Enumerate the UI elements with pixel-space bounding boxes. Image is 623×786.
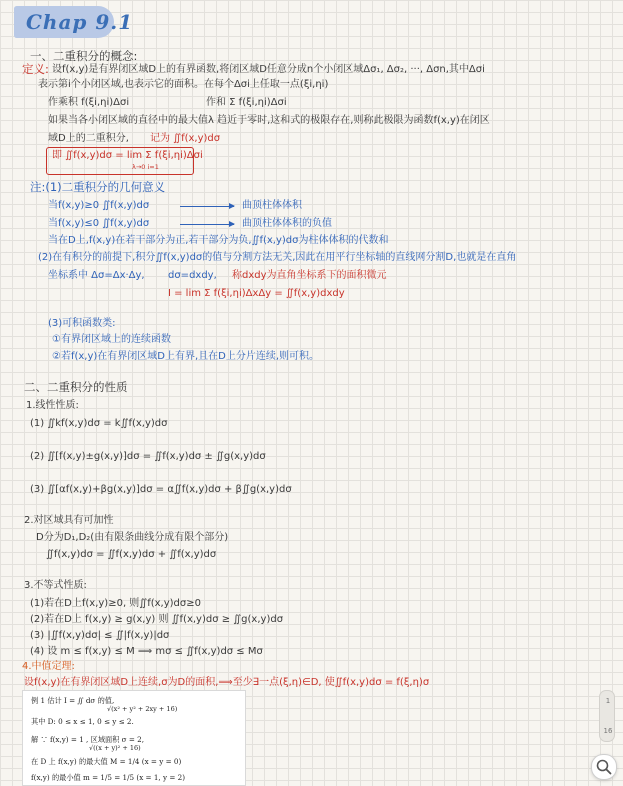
prop3-a: (1)若在D上f(x,y)≥0, 则∬f(x,y)dσ≥0 [30, 598, 201, 609]
geo2-left: 当f(x,y)≤0 ∬f(x,y)dσ [48, 218, 150, 229]
prop4-a: 设f(x,y)在有界闭区域D上连续,σ为D的面积,⟹至少∃一点(ξ,η)∈D, 使∬f(x,y)dσ = f(ξ,η)σ [24, 677, 430, 688]
geo1-right: 曲顶柱体体积 [242, 200, 302, 211]
prop3-heading: 3.不等式性质: [24, 580, 87, 591]
note3-heading: (3)可积函数类: [48, 318, 116, 329]
def-line2: 表示第i个小闭区域,也表示它的面积。在每个Δσi上任取一点(ξi,ηi) [38, 79, 329, 90]
note2-line2c: 称dxdy为直角坐标系下的面积微元 [232, 270, 387, 281]
example-line1-denominator: √(x² + y² + 2xy + 16) [107, 705, 178, 713]
arrow-icon [180, 206, 234, 207]
zoom-icon [592, 755, 616, 779]
note2-line2b: dσ=dxdy, [168, 270, 217, 281]
example-line3: 解 ∵ f(x,y) = 1 , 区域面积 σ = 2, [31, 735, 145, 744]
example-snippet [22, 690, 246, 786]
def-formula-limits: λ→0 i=1 [132, 163, 159, 171]
def-line4: 如果当各小闭区域的直径中的最大值λ 趋近于零时,这和式的极限存在,则称此极限为函数f(x,y)在闭区 [48, 115, 490, 126]
example-line1: 例 1 估计 I = ∬ dσ 的值, [31, 696, 115, 705]
note3-line2: ②若f(x,y)在有界闭区域D上有界,且在D上分片连续,则可积。 [52, 351, 320, 362]
geo1-left: 当f(x,y)≥0 ∬f(x,y)dσ [48, 200, 150, 211]
def-line5: 域D上的二重积分, [48, 133, 129, 144]
def-label: 定义: [22, 62, 49, 76]
section2-heading: 二、二重积分的性质 [24, 380, 128, 394]
note2-formula: I = lim Σ f(ξi,ηi)ΔxΔy = ∬f(x,y)dxdy [168, 288, 345, 299]
def-line3-sum: 作和 Σ f(ξi,ηi)Δσi [206, 97, 287, 108]
note2-line1: (2)在有积分的前提下,积分∬f(x,y)dσ的值与分割方法无关,因此在用平行坐标轴的直线网分割D,也就是在直角 [38, 252, 517, 263]
prop1-heading: 1.线性性质: [26, 400, 79, 411]
prop1-c: (3) ∬[αf(x,y)+βg(x,y)]dσ = α∬f(x,y)dσ + β∬g(x,y)dσ [30, 484, 292, 495]
page-current: 1 [605, 697, 611, 705]
section1-heading: 一、二重积分的概念: [30, 49, 138, 63]
note2-line2a: 坐标系中 Δσ=Δx·Δy, [48, 270, 145, 281]
prop3-d: (4) 设 m ≤ f(x,y) ≤ M ⟹ mσ ≤ ∬f(x,y)dσ ≤ Mσ [30, 646, 263, 657]
def-notation: 记为 ∬f(x,y)dσ [150, 133, 221, 144]
def-formula-box [46, 147, 194, 175]
note3-line1: ①有界闭区域上的连续函数 [52, 334, 171, 345]
example-line5: f(x,y) 的最小值 m = 1/5 = 1/5 (x = 1, y = 2) [31, 773, 186, 782]
def-line1: 设f(x,y)是有界闭区域D上的有界函数,将闭区域D任意分成n个小闭区域Δσ₁, Δσ₂, ···, Δσn,其中Δσi [52, 64, 485, 75]
prop3-b: (2)若在D上 f(x,y) ≥ g(x,y) 则 ∬f(x,y)dσ ≥ ∬g(x,y)dσ [30, 614, 284, 625]
def-formula: 即 ∬f(x,y)dσ = lim Σ f(ξi,ηi)Δσi [52, 150, 203, 161]
def-line3-product: 作乘积 f(ξi,ηi)Δσi [48, 97, 130, 108]
example-line4: 在 D 上 f(x,y) 的最大值 M = 1/4 (x = y = 0) [31, 757, 182, 766]
prop2-a: D分为D₁,D₂(由有限条曲线分成有限个部分) [36, 532, 229, 543]
page-title: Chap 9.1 [26, 10, 134, 34]
example-line2: 其中 D: 0 ≤ x ≤ 1, 0 ≤ y ≤ 2. [31, 717, 134, 726]
arrow-icon [180, 224, 234, 225]
note-heading: 注:(1)二重积分的几何意义 [30, 180, 166, 194]
geo3: 当在D上,f(x,y)在若干部分为正,若干部分为负,∬f(x,y)dσ为柱体体积的代数和 [48, 235, 389, 246]
prop1-b: (2) ∬[f(x,y)±g(x,y)]dσ = ∬f(x,y)dσ ± ∬g(x,y)dσ [30, 451, 266, 462]
prop4-heading: 4.中值定理: [22, 661, 75, 672]
prop2-heading: 2.对区域具有可加性 [24, 515, 114, 526]
page-total: 16 [603, 727, 613, 735]
prop3-c: (3) |∬f(x,y)dσ| ≤ ∬|f(x,y)|dσ [30, 630, 170, 641]
zoom-button[interactable] [591, 754, 617, 780]
geo2-right: 曲顶柱体体积的负值 [242, 218, 332, 229]
prop1-a: (1) ∬kf(x,y)dσ = k∬f(x,y)dσ [30, 418, 168, 429]
example-line3-denominator: √((x + y)² + 16) [89, 744, 141, 752]
prop2-b: ∬f(x,y)dσ = ∬f(x,y)dσ + ∬f(x,y)dσ [46, 549, 217, 560]
